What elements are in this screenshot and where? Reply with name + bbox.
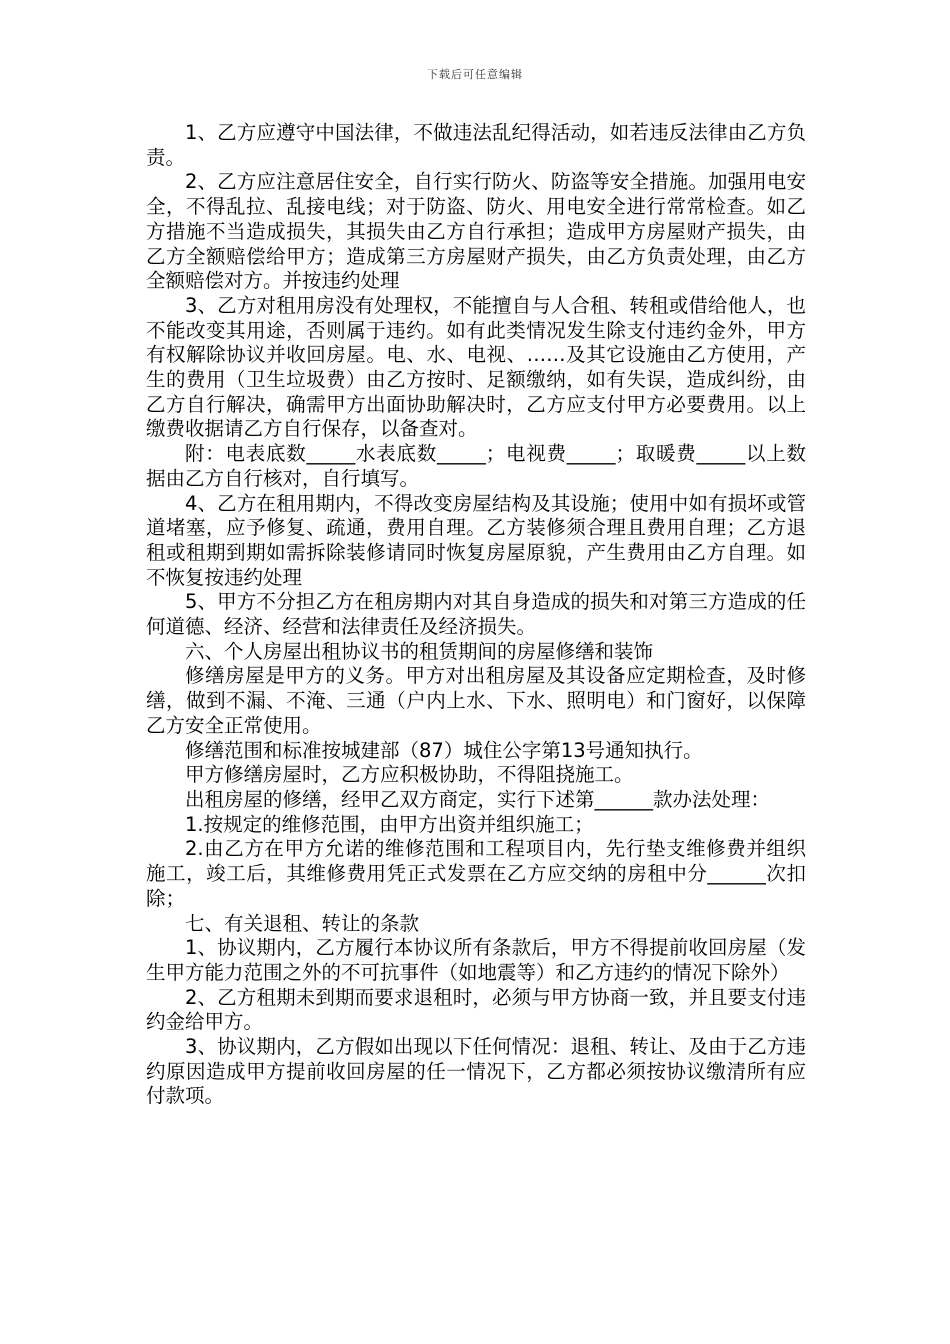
paragraph: 出租房屋的修缮，经甲乙双方商定，实行下述第______款办法处理： — [185, 787, 771, 811]
paragraph: 附：电表底数_____水表底数_____；电视费_____；取暖费_____以上数据由乙方自行核对，自行填写。 — [146, 442, 806, 490]
section-heading: 六、个人房屋出租协议书的租赁期间的房屋修缮和装饰 — [185, 639, 654, 663]
paragraph: 修缮范围和标准按城建部（87）城住公字第13号通知执行。 — [185, 738, 703, 762]
section-heading: 七、有关退租、转让的条款 — [185, 911, 420, 935]
paragraph: 5、甲方不分担乙方在租房期内对其自身造成的损失和对第三方造成的任何道德、经济、经营和法律责任及经济损失。 — [146, 590, 806, 639]
paragraph: 3、乙方对租用房没有处理权，不能擅自与人合租、转租或借给他人，也不能改变其用途，否则属于违约。如有此类情况发生除支付违约金外，甲方有权解除协议并收回房屋。电、水、电视、……及其它设施由乙方使用，产生的费用（卫生垃圾费）由乙方按时、足额缴纳，如有失误，造成纠纷，由乙方自行解决，确需甲方出面协助解决时，乙方应支付甲方必要费用。以上缴费收据请乙方自行保存，以备查对。 — [146, 293, 806, 441]
paragraph: 2、乙方租期未到期而要求退租时，必须与甲方协商一致，并且要支付违约金给甲方。 — [146, 985, 806, 1034]
paragraph: 4、乙方在租用期内，不得改变房屋结构及其设施；使用中如有损坏或管道堵塞，应予修复、疏通，费用自理。乙方装修须合理且费用自理；乙方退租或租期到期如需拆除装修请同时恢复房屋原貌，产生费用由乙方自理。如不恢复按违约处理 — [146, 491, 806, 589]
paragraph: 2、乙方应注意居住安全，自行实行防火、防盗等安全措施。加强用电安全，不得乱拉、乱接电线；对于防盗、防火、用电安全进行常常检查。如乙方措施不当造成损失，其损失由乙方自行承担；造成甲方房屋财产损失，由乙方全额赔偿给甲方；造成第三方房屋财产损失，由乙方负责处理，由乙方全额赔偿对方。并按违约处理 — [146, 170, 806, 293]
paragraph: 甲方修缮房屋时，乙方应积极协助，不得阻挠施工。 — [185, 763, 634, 787]
paragraph: 修缮房屋是甲方的义务。甲方对出租房屋及其设备应定期检查，及时修缮，做到不漏、不淹、三通（户内上水、下水、照明电）和门窗好，以保障乙方安全正常使用。 — [146, 664, 806, 737]
paragraph: 3、协议期内，乙方假如出现以下任何情况：退租、转让、及由于乙方违约原因造成甲方提前收回房屋的任一情况下，乙方都必须按协议缴清所有应付款项。 — [146, 1035, 806, 1108]
page-header: 下载后可任意编辑 — [427, 68, 523, 81]
paragraph: 1、协议期内，乙方履行本协议所有条款后，甲方不得提前收回房屋（发生甲方能力范围之外的不可抗事件（如地震等）和乙方违约的情况下除外） — [146, 936, 806, 984]
paragraph: 1、乙方应遵守中国法律，不做违法乱纪得活动，如若违反法律由乙方负责。 — [146, 121, 806, 169]
paragraph: 1.按规定的维修范围，由甲方出资并组织施工； — [185, 812, 594, 836]
paragraph: 2.由乙方在甲方允诺的维修范围和工程项目内，先行垫支维修费并组织施工，竣工后，其维修费用凭正式发票在乙方应交纳的房租中分______次扣除； — [146, 837, 806, 910]
document-body — [146, 121, 806, 1109]
